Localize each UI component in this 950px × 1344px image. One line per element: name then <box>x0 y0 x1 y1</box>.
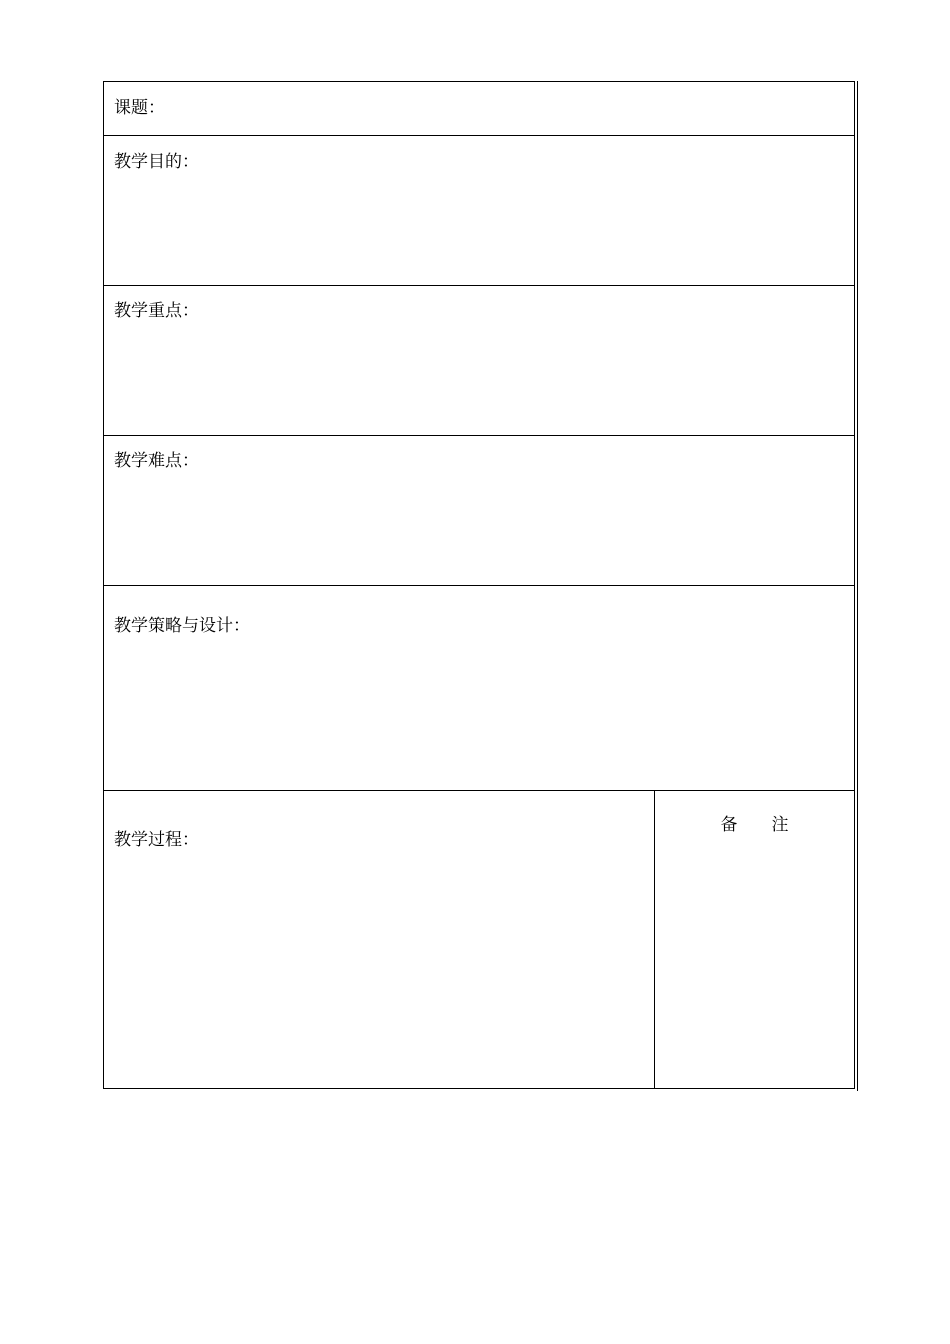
notes-column-divider <box>654 791 655 1088</box>
topic-label: 课题： <box>114 98 165 118</box>
strategy-row <box>104 585 854 790</box>
objectives-label: 教学目的： <box>114 152 199 172</box>
form-right-double-border <box>857 81 858 1091</box>
key-points-label: 教学重点： <box>114 301 199 321</box>
topic-row <box>104 82 854 135</box>
process-row <box>104 790 854 1088</box>
strategy-label: 教学策略与设计： <box>114 616 250 636</box>
lesson-plan-form <box>103 81 855 1089</box>
process-label: 教学过程： <box>114 830 199 850</box>
difficulties-label: 教学难点： <box>114 451 199 471</box>
difficulties-row <box>104 435 854 585</box>
notes-label: 备 注 <box>720 815 789 835</box>
key-points-row <box>104 285 854 435</box>
objectives-row <box>104 135 854 285</box>
